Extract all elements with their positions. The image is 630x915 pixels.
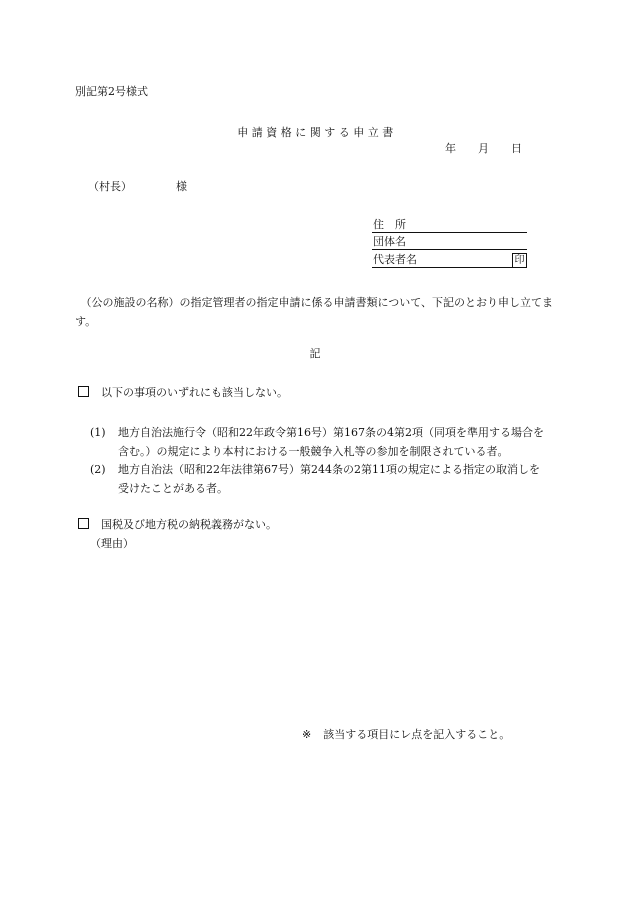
checkbox-2[interactable] bbox=[78, 518, 89, 529]
checkbox-row-1 bbox=[78, 386, 288, 398]
form-number: 別記第2号様式 bbox=[75, 85, 148, 98]
item-number: (2) bbox=[90, 463, 106, 476]
ki-heading: 記 bbox=[309, 347, 321, 360]
addressee bbox=[88, 181, 187, 192]
representative-field[interactable] bbox=[372, 254, 527, 268]
statement-text: （公の施設の名称）の指定管理者の指定申請に係る申請書類について、下記のとおり申し立てます。 bbox=[75, 296, 554, 328]
document-title: 申請資格に関する申立書 bbox=[237, 126, 397, 139]
list-item bbox=[90, 423, 560, 461]
organization-field[interactable] bbox=[372, 236, 527, 250]
address-label: 住 所 bbox=[373, 218, 406, 231]
item-text-line: 地方自治法（昭和22年法律第67号）第244条の2第11項の規定による指定の取消しを bbox=[118, 463, 540, 476]
date-day: 日 bbox=[511, 142, 522, 155]
address-field[interactable] bbox=[372, 219, 527, 233]
note-mark: ※ bbox=[302, 728, 312, 741]
addressee-name: （村長） bbox=[88, 180, 132, 193]
checkbox-row-2 bbox=[78, 518, 277, 530]
seal-box: 印 bbox=[512, 253, 527, 268]
item-text-line: 受けたことがある者。 bbox=[118, 482, 228, 495]
checkbox-2-label: 国税及び地方税の納税義務がない。 bbox=[101, 518, 277, 531]
addressee-honorific: 様 bbox=[176, 180, 187, 193]
footnote bbox=[302, 729, 510, 740]
note-text: 該当する項目にレ点を記入すること。 bbox=[323, 728, 511, 741]
date-month: 月 bbox=[478, 142, 489, 155]
item-number: (1) bbox=[90, 426, 106, 439]
item-text-line: 含む。）の規定により本村における一般競争入札等の参加を制限されている者。 bbox=[118, 445, 509, 458]
item-text-line: 地方自治法施行令（昭和22年政令第16号）第167条の4第2項（同項を準用する場合を bbox=[118, 426, 544, 439]
organization-label: 団体名 bbox=[373, 235, 406, 248]
checkbox-1[interactable] bbox=[78, 386, 89, 397]
date-line bbox=[445, 143, 522, 154]
representative-label: 代表者名 bbox=[373, 253, 417, 266]
checkbox-1-label: 以下の事項のいずれにも該当しない。 bbox=[101, 386, 288, 399]
date-year: 年 bbox=[445, 142, 456, 155]
reason-label: （理由） bbox=[90, 537, 134, 550]
list-item bbox=[90, 460, 560, 498]
